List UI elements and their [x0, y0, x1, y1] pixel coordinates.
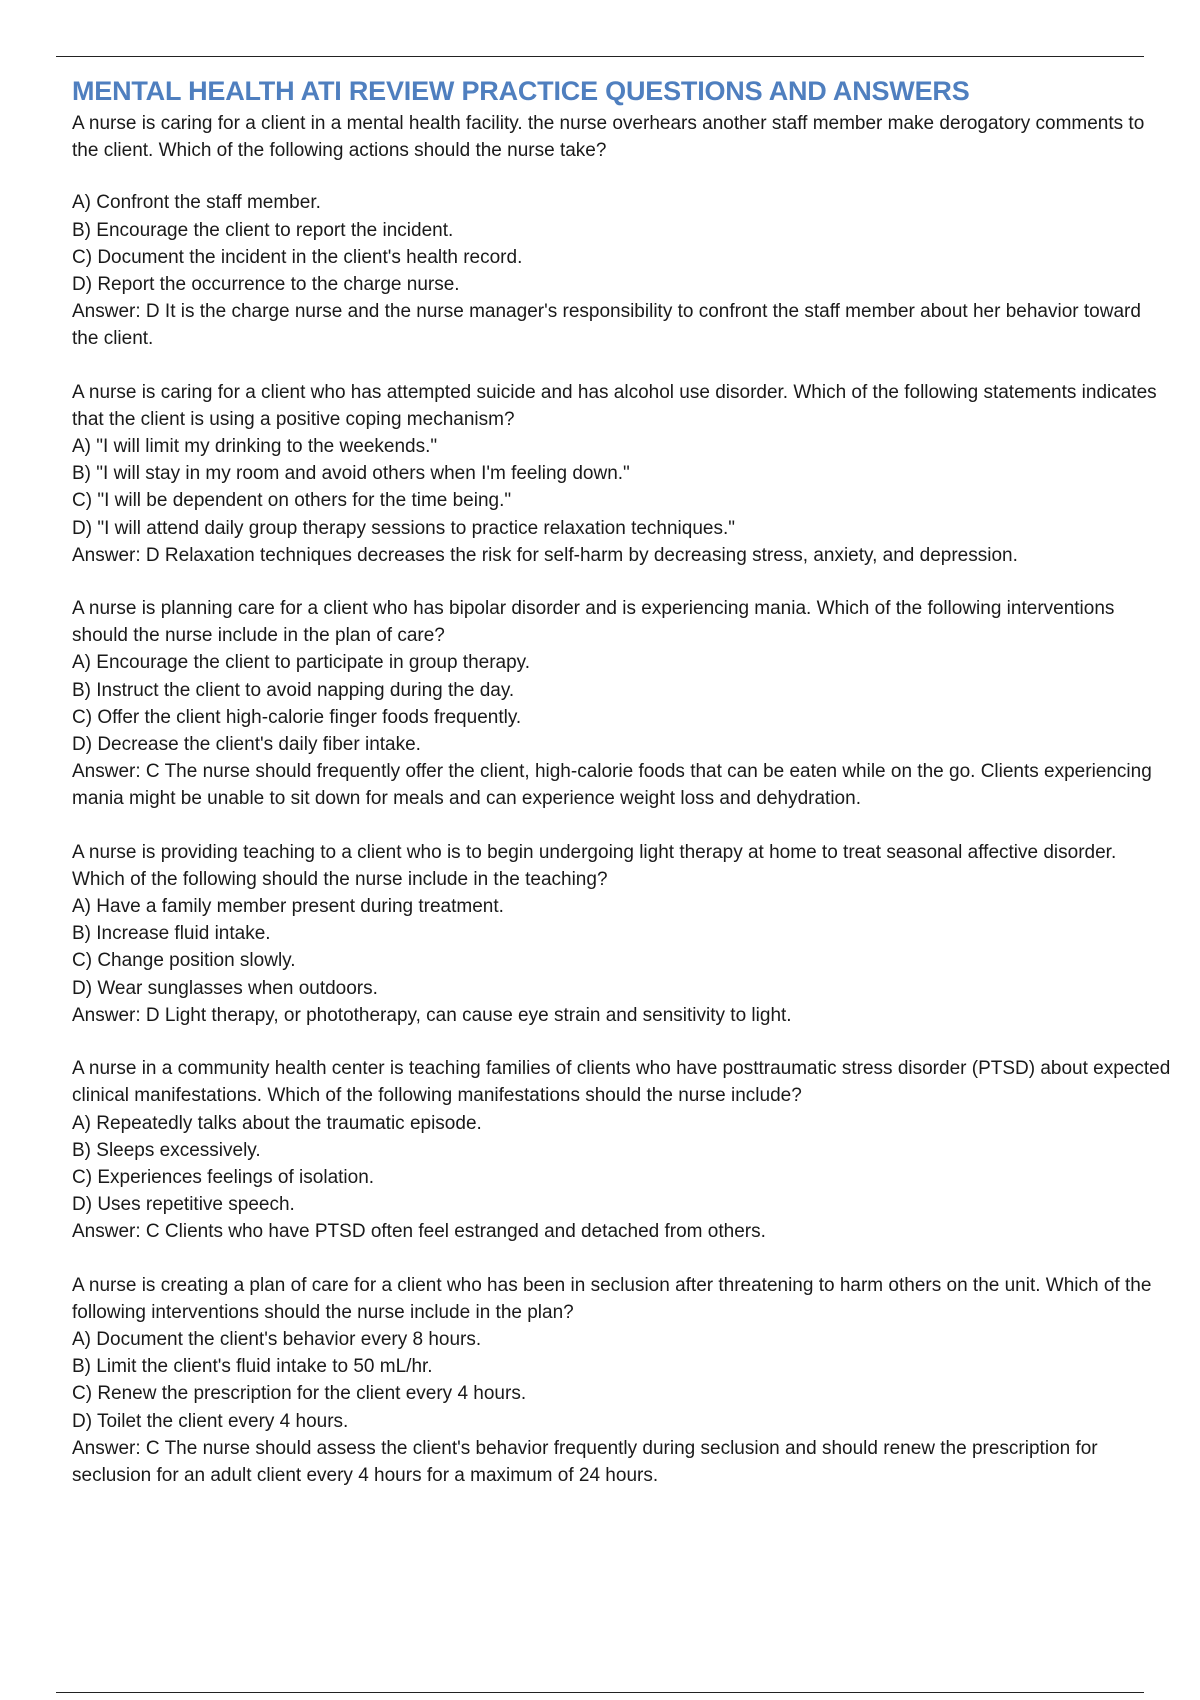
bottom-rule	[56, 1692, 1144, 1693]
option-c: C) Renew the prescription for the client every 4 hours.	[72, 1383, 527, 1405]
answer-text: Answer: C The nurse should assess the client's behavior frequently during seclusion and should renew the prescription for seclusion for an adult client every 4 hours for a maximum of 24 hours.	[72, 1437, 1098, 1486]
answer-text: Answer: C The nurse should frequently offer the client, high-calorie foods that can be eaten while on the go. Clients experiencing mania might be unable to sit down for meals and can experience weight loss and dehydration.	[72, 761, 1152, 810]
option-c: C) Change position slowly.	[72, 950, 296, 972]
option-a: A) Document the client's behavior every 8 hours.	[72, 1328, 482, 1350]
option-c: C) Experiences feelings of isolation.	[72, 1166, 375, 1188]
option-c: C) "I will be dependent on others for the time being."	[72, 490, 512, 512]
option-a: A) "I will limit my drinking to the weekends."	[72, 436, 438, 458]
option-b: B) Increase fluid intake.	[72, 923, 271, 945]
option-c: C) Offer the client high-calorie finger foods frequently.	[72, 706, 522, 728]
answer-text: Answer: D Light therapy, or phototherapy, can cause eye strain and sensitivity to light.	[72, 1004, 792, 1026]
question-5	[72, 1055, 1172, 1245]
option-b: B) Sleeps excessively.	[72, 1139, 261, 1161]
question-2	[72, 379, 1172, 569]
option-d: D) Wear sunglasses when outdoors.	[72, 977, 378, 999]
option-b: B) Limit the client's fluid intake to 50 mL/hr.	[72, 1356, 433, 1378]
option-a: A) Confront the staff member.	[72, 192, 321, 214]
question-stem: A nurse is caring for a client in a mental health facility. the nurse overhears another staff member make derogatory comments to the client. Which of the following actions should the nurse take?	[72, 113, 1145, 162]
page-title: MENTAL HEALTH ATI REVIEW PRACTICE QUESTIONS AND ANSWERS	[72, 76, 970, 106]
answer-text: Answer: D It is the charge nurse and the nurse manager's responsibility to confront the staff member about her behavior toward the client.	[72, 301, 1141, 350]
option-d: D) "I will attend daily group therapy sessions to practice relaxation techniques."	[72, 517, 735, 539]
question-4	[72, 839, 1172, 1029]
option-a: A) Encourage the client to participate in group therapy.	[72, 652, 531, 674]
option-d: D) Toilet the client every 4 hours.	[72, 1410, 349, 1432]
question-1	[72, 110, 1172, 353]
option-c: C) Document the incident in the client's health record.	[72, 246, 523, 268]
option-b: B) Instruct the client to avoid napping during the day.	[72, 679, 515, 701]
top-rule	[56, 56, 1144, 57]
question-6	[72, 1272, 1172, 1490]
question-stem: A nurse is caring for a client who has attempted suicide and has alcohol use disorder. Which of the following statements indicates that the client is using a positive coping mechanism?	[72, 381, 1157, 430]
option-d: D) Uses repetitive speech.	[72, 1194, 295, 1216]
answer-text: Answer: D Relaxation techniques decreases the risk for self-harm by decreasing stress, anxiety, and depression.	[72, 544, 1018, 566]
question-stem: A nurse is planning care for a client who has bipolar disorder and is experiencing mania. Which of the following interventions should the nurse include in the plan of care?	[72, 598, 1115, 647]
document-body	[72, 74, 1172, 1515]
option-a: A) Repeatedly talks about the traumatic episode.	[72, 1112, 482, 1134]
question-3	[72, 595, 1172, 813]
question-stem: A nurse in a community health center is teaching families of clients who have posttraumatic stress disorder (PTSD) about expected clinical manifestations. Which of the following manifestations should the nurse include?	[72, 1058, 1171, 1107]
option-b: B) "I will stay in my room and avoid others when I'm feeling down."	[72, 463, 630, 485]
option-a: A) Have a family member present during treatment.	[72, 896, 504, 918]
option-d: D) Report the occurrence to the charge nurse.	[72, 274, 460, 296]
option-b: B) Encourage the client to report the incident.	[72, 219, 454, 241]
answer-text: Answer: C Clients who have PTSD often feel estranged and detached from others.	[72, 1221, 766, 1243]
question-stem: A nurse is providing teaching to a client who is to begin undergoing light therapy at home to treat seasonal affective disorder. Which of the following should the nurse include in the teaching?	[72, 841, 1117, 890]
option-d: D) Decrease the client's daily fiber intake.	[72, 734, 421, 756]
question-stem: A nurse is creating a plan of care for a client who has been in seclusion after threatening to harm others on the unit. Which of the following interventions should the nurse include in the plan?	[72, 1274, 1152, 1323]
